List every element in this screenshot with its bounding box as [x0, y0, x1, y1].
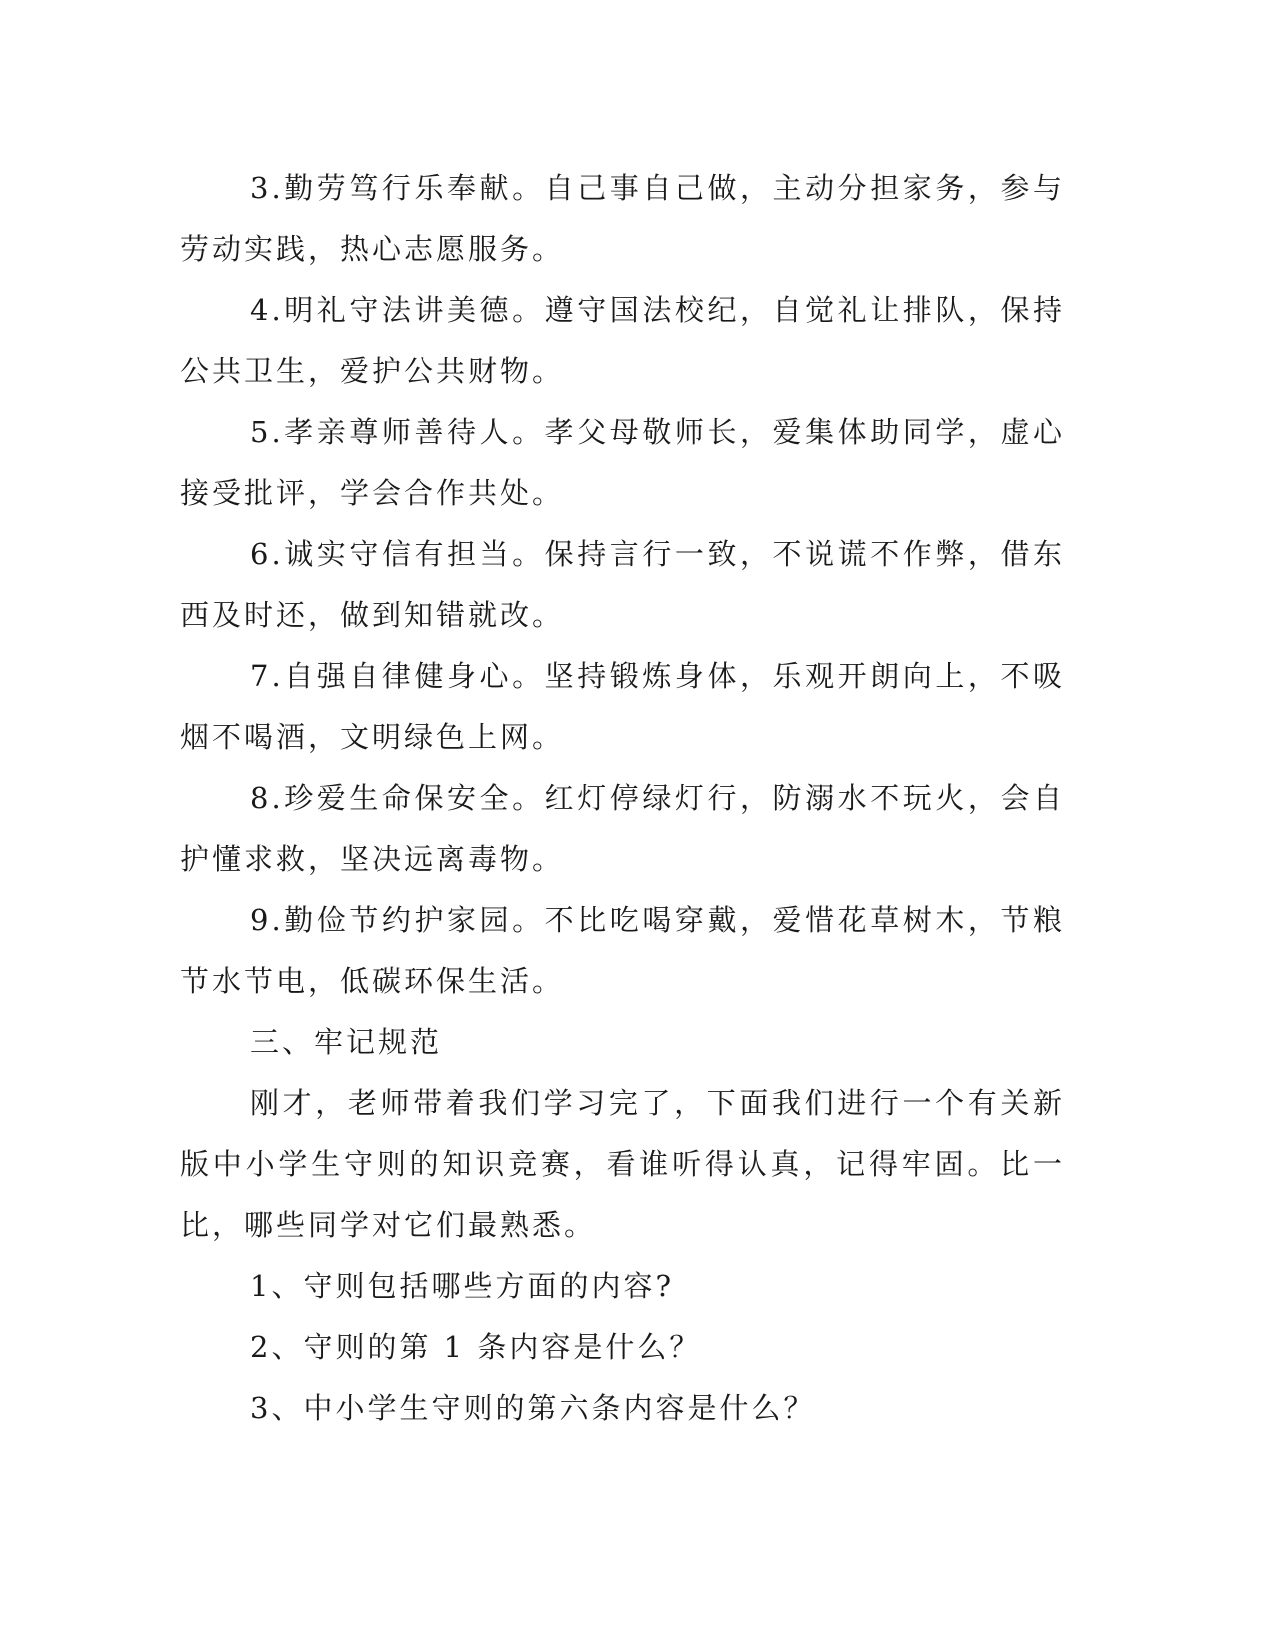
- rule-5: 5.孝亲尊师善待人。孝父母敬师长，爱集体助同学，虚心接受批评，学会合作共处。: [180, 415, 1065, 510]
- document-page: [180, 158, 1065, 1439]
- question-3: 3、中小学生守则的第六条内容是什么？: [250, 1391, 816, 1425]
- question-2: 2、守则的第 1 条内容是什么？: [250, 1330, 702, 1364]
- rule-3: 3.勤劳笃行乐奉献。自己事自己做，主动分担家务，参与劳动实践，热心志愿服务。: [180, 171, 1065, 266]
- section-heading: 三、牢记规范: [250, 1025, 443, 1059]
- rule-6: 6.诚实守信有担当。保持言行一致，不说谎不作弊，借东西及时还，做到知错就改。: [180, 537, 1065, 632]
- rule-8: 8.珍爱生命保安全。红灯停绿灯行，防溺水不玩火，会自护懂求救，坚决远离毒物。: [180, 781, 1065, 876]
- rule-7: 7.自强自律健身心。坚持锻炼身体，乐观开朗向上，不吸烟不喝酒，文明绿色上网。: [180, 659, 1065, 754]
- rule-4: 4.明礼守法讲美德。遵守国法校纪，自觉礼让排队，保持公共卫生，爱护公共财物。: [180, 293, 1065, 388]
- rule-9: 9.勤俭节约护家园。不比吃喝穿戴，爱惜花草树木，节粮节水节电，低碳环保生活。: [180, 903, 1065, 998]
- intro-paragraph: 刚才，老师带着我们学习完了，下面我们进行一个有关新版中小学生守则的知识竞赛，看谁听得认真，记得牢固。比一比，哪些同学对它们最熟悉。: [180, 1086, 1065, 1242]
- question-1: 1、守则包括哪些方面的内容?: [250, 1269, 674, 1303]
